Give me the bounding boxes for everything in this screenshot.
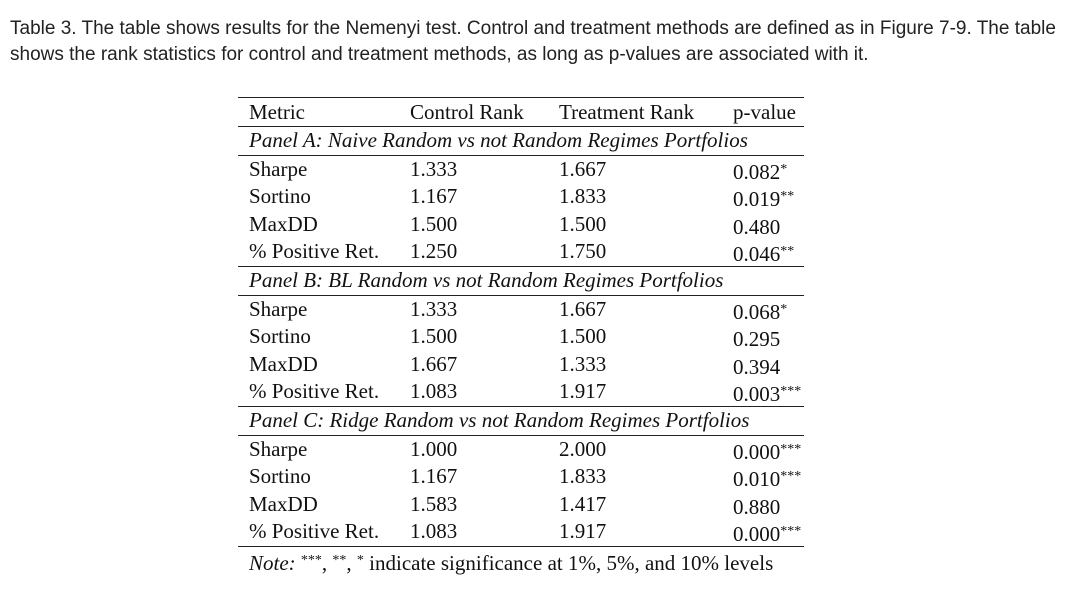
control-rank-cell: 1.250 (410, 239, 458, 264)
control-rank-cell: 1.500 (410, 324, 458, 349)
p-value-cell (733, 518, 801, 549)
p-value: 0.019 (733, 187, 781, 212)
metric-cell: MaxDD (249, 351, 318, 376)
p-value-cell (733, 378, 801, 409)
control-rank-cell: 1.667 (410, 351, 458, 376)
header-metric: Metric (249, 100, 305, 124)
table-row (238, 463, 804, 491)
p-value-cell (733, 211, 780, 242)
metric-cell: Sortino (249, 464, 311, 489)
significance-stars: *** (780, 469, 802, 485)
table-row (238, 436, 804, 464)
p-value: 0.880 (733, 494, 781, 519)
treatment-rank-cell: 1.417 (559, 491, 607, 516)
table-row (238, 378, 804, 406)
significance-stars: *** (780, 441, 802, 457)
table-row (238, 183, 804, 211)
p-value-cell (733, 463, 801, 494)
header-control-rank: Control Rank (410, 100, 524, 124)
p-value: 0.480 (733, 214, 781, 239)
header-p-value: p-value (733, 100, 796, 124)
p-value: 0.010 (733, 467, 781, 492)
note-label: Note: (249, 550, 296, 575)
header-treatment-rank: Treatment Rank (559, 100, 695, 124)
control-rank-cell: 1.000 (410, 436, 458, 461)
p-value-cell (733, 296, 787, 327)
table-caption: Table 3. The table shows results for the Nemenyi test. Control and treatment methods are defined as in Figure 7-9. The table shows the rank statistics for control and treatment methods, as long as p-values are associated with it. (10, 18, 1056, 65)
panel-a-title: Panel A: Naive Random vs not Random Regimes Portfolios (238, 127, 804, 156)
table-row (238, 296, 804, 324)
significance-stars: * (780, 301, 788, 317)
nemenyi-table (238, 97, 804, 575)
control-rank-cell: 1.333 (410, 296, 458, 321)
table-row (238, 323, 804, 351)
table-header-row (238, 97, 804, 127)
p-value: 0.000 (733, 522, 781, 547)
panel-c-title: Panel C: Ridge Random vs not Random Regimes Portfolios (238, 406, 804, 436)
metric-cell: Sharpe (249, 296, 308, 321)
table-row (238, 211, 804, 239)
p-value-cell (733, 351, 780, 382)
p-value: 0.046 (733, 242, 781, 267)
p-value: 0.082 (733, 159, 781, 184)
significance-stars: ** (780, 244, 795, 260)
control-rank-cell: 1.167 (410, 184, 458, 209)
note-stars-1pct: *** (300, 552, 322, 568)
treatment-rank-cell: 1.833 (559, 184, 607, 209)
p-value-cell (733, 238, 794, 269)
table-row (238, 351, 804, 379)
table-note: Note: ***, **, * indicate significance at 1%, 5%, and 10% levels (238, 546, 804, 575)
metric-cell: MaxDD (249, 211, 318, 236)
significance-stars: *** (780, 524, 802, 540)
table-row (238, 238, 804, 266)
note-stars-10pct: * (356, 552, 364, 568)
control-rank-cell: 1.083 (410, 519, 458, 544)
note-text: indicate significance at 1%, 5%, and 10% levels (369, 550, 774, 575)
metric-cell: Sharpe (249, 156, 308, 181)
note-stars-5pct: ** (332, 552, 347, 568)
table-row (238, 518, 804, 546)
significance-stars: ** (780, 189, 795, 205)
metric-cell: Sortino (249, 324, 311, 349)
treatment-rank-cell: 1.667 (559, 296, 607, 321)
treatment-rank-cell: 1.750 (559, 239, 607, 264)
treatment-rank-cell: 1.333 (559, 351, 607, 376)
control-rank-cell: 1.333 (410, 156, 458, 181)
metric-cell: Sharpe (249, 436, 308, 461)
metric-cell: MaxDD (249, 491, 318, 516)
p-value-cell (733, 156, 787, 187)
panel-b-title: Panel B: BL Random vs not Random Regimes Portfolios (238, 266, 804, 296)
p-value-cell (733, 436, 801, 467)
p-value: 0.068 (733, 299, 781, 324)
significance-stars: * (780, 161, 788, 177)
treatment-rank-cell: 1.500 (559, 211, 607, 236)
treatment-rank-cell: 1.833 (559, 464, 607, 489)
p-value: 0.000 (733, 439, 781, 464)
table-row (238, 491, 804, 519)
control-rank-cell: 1.583 (410, 491, 458, 516)
p-value: 0.003 (733, 382, 781, 407)
treatment-rank-cell: 2.000 (559, 436, 607, 461)
p-value-cell (733, 183, 794, 214)
p-value-cell (733, 491, 780, 522)
p-value: 0.295 (733, 327, 781, 352)
table-row (238, 156, 804, 184)
treatment-rank-cell: 1.917 (559, 379, 607, 404)
treatment-rank-cell: 1.917 (559, 519, 607, 544)
p-value: 0.394 (733, 354, 781, 379)
control-rank-cell: 1.500 (410, 211, 458, 236)
metric-cell: % Positive Ret. (249, 239, 380, 264)
metric-cell: Sortino (249, 184, 311, 209)
metric-cell: % Positive Ret. (249, 379, 380, 404)
treatment-rank-cell: 1.667 (559, 156, 607, 181)
control-rank-cell: 1.083 (410, 379, 458, 404)
treatment-rank-cell: 1.500 (559, 324, 607, 349)
metric-cell: % Positive Ret. (249, 519, 380, 544)
significance-stars: *** (780, 384, 802, 400)
p-value-cell (733, 323, 780, 354)
control-rank-cell: 1.167 (410, 464, 458, 489)
